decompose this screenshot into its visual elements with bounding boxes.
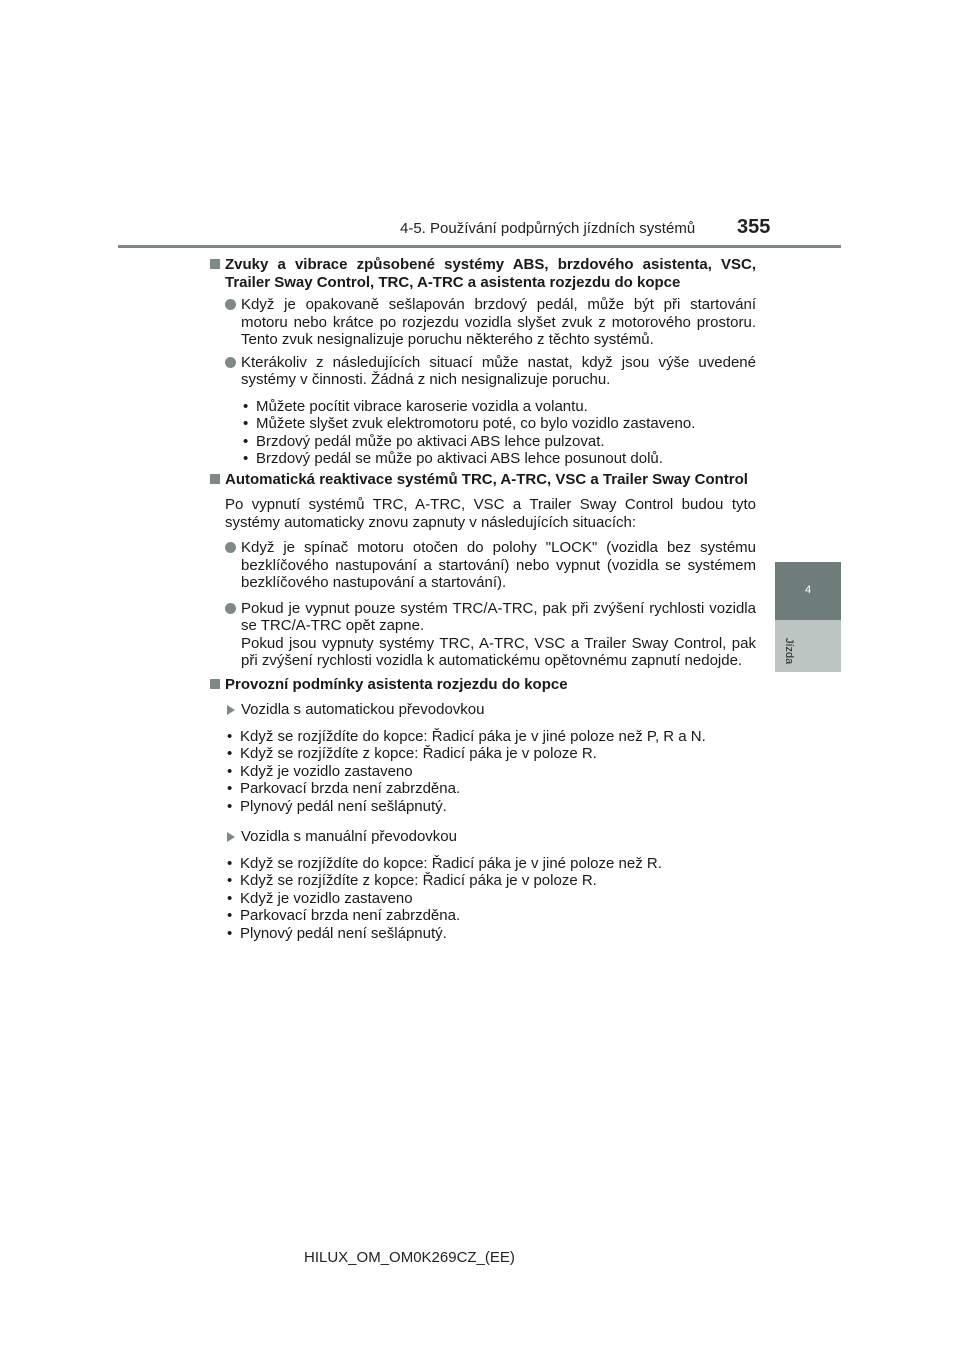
chapter-number: 4 xyxy=(804,584,812,596)
list-item: • Když se rozjíždíte z kopce: Řadicí páka je v poloze R. xyxy=(227,872,756,890)
page-number: 355 xyxy=(737,216,771,238)
subsection-title: Vozidla s manuální převodovkou xyxy=(210,828,756,846)
square-bullet-icon xyxy=(210,679,220,689)
bullet-list xyxy=(210,855,756,943)
list-item: • Když je vozidlo zastaveno xyxy=(227,890,756,908)
paragraph: Po vypnutí systémů TRC, A-TRC, VSC a Trailer Sway Control budou tyto systémy automaticky znovu zapnuty v následujících situacích: xyxy=(225,496,756,531)
list-item: • Když se rozjíždíte do kopce: Řadicí páka je v jiné poloze než R. xyxy=(227,855,756,873)
chapter-label: Jízda xyxy=(783,638,795,665)
section-heading: Provozní podmínky asistenta rozjezdu do kopce xyxy=(210,676,756,694)
list-item: • Můžete pocítit vibrace karoserie vozidla a volantu. xyxy=(243,398,756,416)
circle-bullet-icon xyxy=(225,603,236,614)
circle-item: Když je spínač motoru otočen do polohy "LOCK" (vozidla bez systému bezklíčového nastupování a startování) nebo vypnut (vozidla se systémem bezklíčového nastupování a startování). xyxy=(210,539,756,592)
list-item: • Brzdový pedál může po aktivaci ABS lehce pulzovat. xyxy=(243,433,756,451)
circle-bullet-icon xyxy=(225,299,236,310)
square-bullet-icon xyxy=(210,259,220,269)
page-content xyxy=(210,253,756,942)
list-item: • Parkovací brzda není zabrzděna. xyxy=(227,907,756,925)
list-item: • Plynový pedál není sešlápnutý. xyxy=(227,798,756,816)
bullet-list xyxy=(210,398,756,468)
circle-item: Pokud je vypnut pouze systém TRC/A-TRC, pak při zvýšení rychlosti vozidla se TRC/A-TRC opět zapne. Pokud jsou vypnuty systémy TRC, A-TRC, VSC a Trailer Sway Control, pak při zvýšení rychlosti vozidla k automatickému opětovnému zapnutí nedojde. xyxy=(210,600,756,670)
section-heading: Zvuky a vibrace způsobené systémy ABS, brzdového asistenta, VSC, Trailer Sway Control, TRC, A-TRC a asistenta rozjezdu do kopce xyxy=(210,256,756,291)
footer-code: HILUX_OM_OM0K269CZ_(EE) xyxy=(304,1249,515,1266)
list-item: • Můžete slyšet zvuk elektromotoru poté, co bylo vozidlo zastaveno. xyxy=(243,415,756,433)
triangle-bullet-icon xyxy=(227,705,235,715)
circle-item: Když je opakovaně sešlapován brzdový pedál, může být při startování motoru nebo krátce po rozjezdu vozidla slyšet zvuk z motorového prostoru. Tento zvuk nesignalizuje poruchu některého z těchto systémů. xyxy=(210,296,756,349)
section-heading: Automatická reaktivace systémů TRC, A-TRC, VSC a Trailer Sway Control xyxy=(210,471,756,489)
list-item: • Parkovací brzda není zabrzděna. xyxy=(227,780,756,798)
subsection-title: Vozidla s automatickou převodovkou xyxy=(210,701,756,719)
circle-bullet-icon xyxy=(225,357,236,368)
list-item: • Plynový pedál není sešlápnutý. xyxy=(227,925,756,943)
list-item: • Brzdový pedál se může po aktivaci ABS lehce posunout dolů. xyxy=(243,450,756,468)
bullet-list xyxy=(210,728,756,816)
square-bullet-icon xyxy=(210,474,220,484)
list-item: • Když se rozjíždíte do kopce: Řadicí páka je v jiné poloze než P, R a N. xyxy=(227,728,756,746)
circle-item: Kterákoliv z následujících situací může nastat, když jsou výše uvedené systémy v činnosti. Žádná z nich nesignalizuje poruchu. xyxy=(210,354,756,389)
header-section-title: 4-5. Používání podpůrných jízdních systémů xyxy=(400,220,696,237)
triangle-bullet-icon xyxy=(227,832,235,842)
header-rule xyxy=(118,245,841,248)
list-item: • Když je vozidlo zastaveno xyxy=(227,763,756,781)
chapter-tab xyxy=(775,562,841,620)
list-item: • Když se rozjíždíte z kopce: Řadicí páka je v poloze R. xyxy=(227,745,756,763)
circle-bullet-icon xyxy=(225,542,236,553)
